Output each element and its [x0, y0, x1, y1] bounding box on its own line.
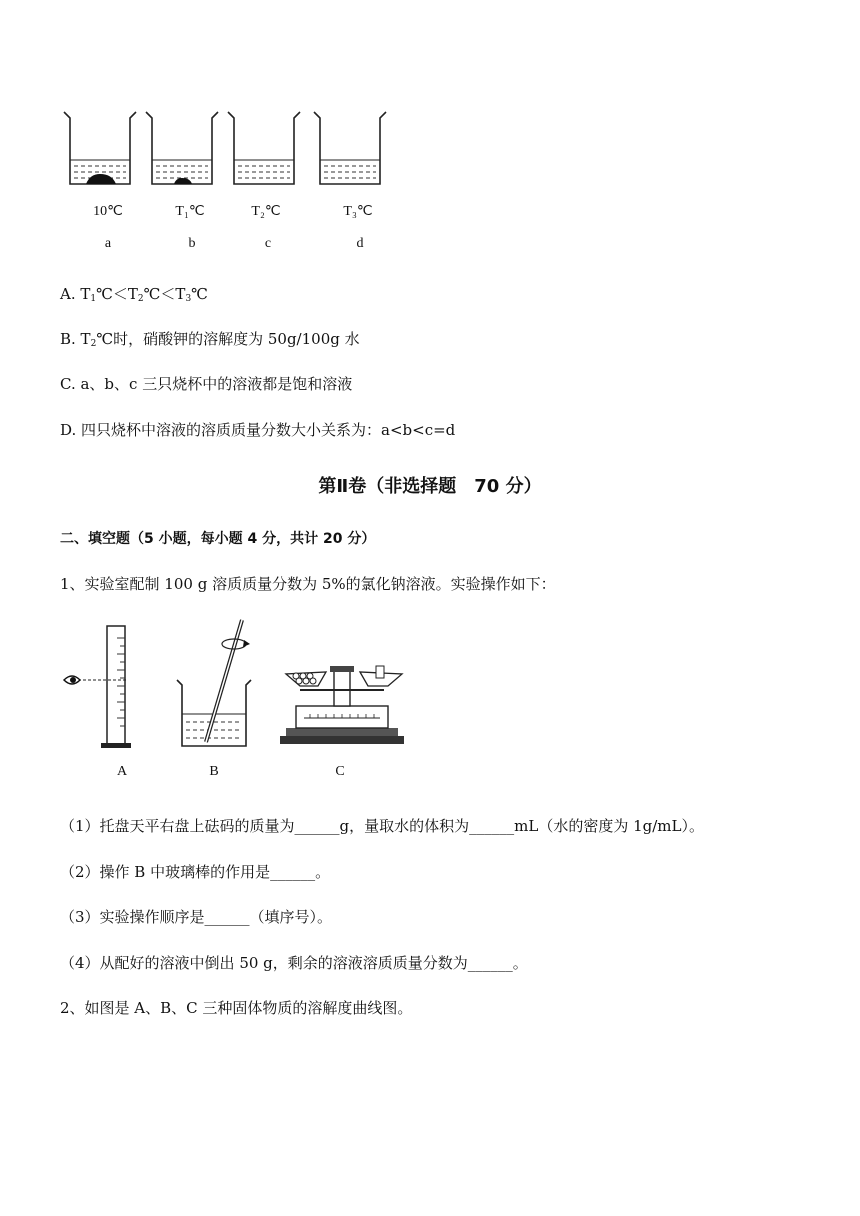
- undissolved-solid-b: [174, 178, 192, 184]
- question-1-part-3: （3）实验操作顺序是______（填序号）。: [60, 908, 333, 926]
- graduated-cylinder: [78, 626, 131, 748]
- experiment-drawing: [0, 610, 860, 780]
- beaker-letter-d: d: [356, 236, 364, 251]
- option-a[interactable]: A. $T_1℃<T_2℃<T_3℃$: [60, 285, 208, 304]
- beaker-temp-b: T₁℃: [175, 204, 205, 219]
- figure-label-a: A: [116, 764, 128, 779]
- figure-label-b: B: [209, 764, 219, 779]
- option-c[interactable]: C. a、b、c 三只烧杯中的溶液都是饱和溶液: [60, 375, 353, 393]
- undissolved-solid-a: [86, 174, 116, 184]
- eye-icon: [64, 676, 80, 684]
- part-title: 第Ⅱ卷（非选择题 70 分）: [318, 476, 542, 497]
- beaker-drawing: [0, 0, 860, 200]
- balance-scale: [280, 666, 404, 744]
- question-1-stem: 1、实验室配制 100 g 溶质质量分数为 5%的氯化钠溶液。实验操作如下：: [60, 575, 556, 593]
- question-1-part-1: （1）托盘天平右盘上砝码的质量为______g，量取水的体积为______mL（水的密度为 1g/mL）。: [60, 817, 704, 835]
- question-1-part-4: （4）从配好的溶液中倒出 50 g，剩余的溶液溶质质量分数为______。: [60, 954, 528, 972]
- beaker-letter-a: a: [104, 236, 112, 251]
- option-d[interactable]: D. 四只烧杯中溶液的溶质质量分数大小关系为：a<b<c=d: [60, 421, 456, 439]
- beaker-temp-d: T₃℃: [343, 204, 373, 219]
- beaker-temp-c: T₂℃: [251, 204, 281, 219]
- beaker-letter-b: b: [188, 236, 196, 251]
- beaker-temp-a: 10℃: [93, 204, 123, 219]
- beaker-letter-c: c: [264, 236, 272, 251]
- section-heading: 二、填空题（5 小题，每小题 4 分，共计 20 分）: [60, 531, 376, 547]
- figure-label-c: C: [335, 764, 345, 779]
- option-b[interactable]: B. $T_2℃$时，硝酸钾的溶解度为 50g/100g 水: [60, 330, 360, 349]
- question-2-stem: 2、如图是 A、B、C 三种固体物质的溶解度曲线图。: [60, 999, 413, 1017]
- stirring-beaker: [177, 620, 251, 746]
- question-1-part-2: （2）操作 B 中玻璃棒的作用是______。: [60, 863, 331, 881]
